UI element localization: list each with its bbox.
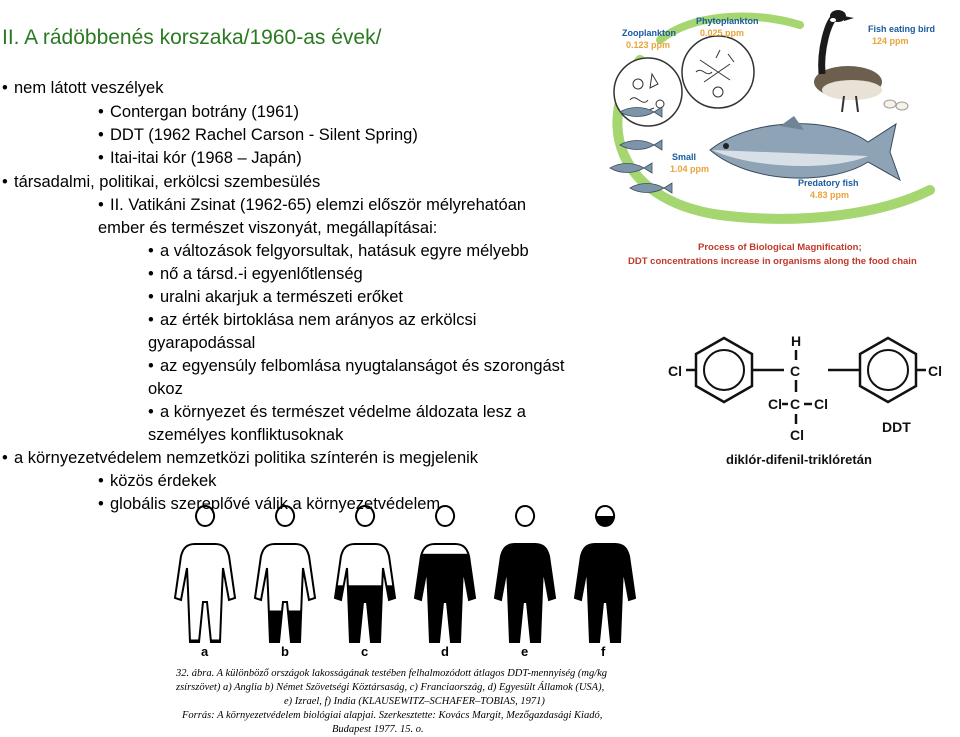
list-item: • nő a társd.-i egyenlőtlenség xyxy=(148,265,363,283)
cl-mid-left-label: Cl xyxy=(768,396,782,412)
predatory-fish-label: Predatory fish xyxy=(798,178,859,188)
list-item: • uralni akarjuk a természeti erőket xyxy=(148,288,404,306)
predatory-fish-icon xyxy=(710,116,900,180)
figure-letter-b: b xyxy=(281,644,289,659)
figure-d xyxy=(410,506,480,659)
zooplankton-ppm: 0.123 ppm xyxy=(626,40,671,50)
list-item-continuation: ember és természet viszonyát, megállapításai: xyxy=(98,219,438,237)
figure-fill-f xyxy=(570,516,640,642)
small-fish-ppm: 1.04 ppm xyxy=(670,164,710,174)
phytoplankton-ppm: 0.025 ppm xyxy=(700,28,745,38)
food-chain-caption-2: DDT concentrations increase in organisms along the food chain xyxy=(628,256,917,267)
list-item: • nem látott veszélyek xyxy=(2,79,164,97)
bird-label: Fish eating bird xyxy=(868,24,936,34)
list-item-continuation: okoz xyxy=(148,380,183,398)
figure-fill-b xyxy=(250,611,320,643)
figure-letter-f: f xyxy=(601,644,606,659)
ddt-structure-diagram xyxy=(660,310,960,470)
h-label: H xyxy=(791,333,802,349)
food-chain-caption-1: Process of Biological Magnification; xyxy=(698,242,862,253)
figure-fill-e xyxy=(490,529,560,642)
caption-line: Forrás: A környezetvédelem biológiai alapjai. Szerkesztette: Kovács Margit, Mezőgazdasági Kiadó, xyxy=(182,710,603,721)
figure-outline-c xyxy=(335,506,395,642)
bird-ppm: 124 ppm xyxy=(872,36,909,46)
figure-a xyxy=(170,506,240,659)
list-item-continuation: személyes konfliktusoknak xyxy=(148,426,344,444)
list-item: • Itai-itai kór (1968 – Japán) xyxy=(98,149,302,167)
figure-f xyxy=(570,506,640,659)
list-item: • a környezetvédelem nemzetközi politika színterén is megjelenik xyxy=(2,449,479,467)
c-top-label: C xyxy=(790,363,801,379)
list-item: • az egyensúly felbomlása nyugtalanságot és szorongást xyxy=(148,357,565,375)
figure-caption xyxy=(176,667,666,737)
cl-left-label: Cl xyxy=(668,363,682,379)
figure-letter-d: d xyxy=(441,644,449,659)
ddt-name: diklór-difenil-triklóretán xyxy=(726,452,872,467)
list-item: • közös érdekek xyxy=(98,472,217,490)
list-item: • globális szereplővé válik a környezetvédelem xyxy=(98,495,441,513)
list-item: • Contergan botrány (1961) xyxy=(98,103,299,121)
predatory-fish-ppm: 4.83 ppm xyxy=(810,190,850,200)
zooplankton-label: Zooplankton xyxy=(622,28,676,38)
caption-line: Budapest 1977. 15. o. xyxy=(332,724,424,735)
c-mid-label: C xyxy=(790,396,801,412)
figure-b xyxy=(250,506,320,659)
list-item: • II. Vatikáni Zsinat (1962-65) elemzi először mélyrehatóan xyxy=(98,196,527,214)
caption-line: e) Izrael, f) India (KLAUSEWITZ–SCHAFER–TOBIAS, 1971) xyxy=(284,696,545,707)
ddt-body-figures xyxy=(160,520,660,660)
figure-fill-c xyxy=(330,585,400,642)
phytoplankton-label: Phytoplankton xyxy=(696,16,759,26)
small-fish-label: Small xyxy=(672,152,697,162)
figure-letter-a: a xyxy=(201,644,209,659)
figure-outline-b xyxy=(255,506,315,642)
caption-line: zsírszövet) a) Anglia b) Német Szövetségi Köztársaság, c) Franciaország, d) Egyesült Államok (USA), xyxy=(176,682,605,693)
figure-fill-a xyxy=(170,639,240,642)
cl-bottom-label: Cl xyxy=(790,427,804,443)
caption-line: 32. ábra. A különböző országok lakosságának testében felhalmozódott átlagos DDT-mennyiség (mg/kg xyxy=(176,668,608,679)
slide-title: II. A rádöbbenés korszaka/1960-as évek/ xyxy=(2,26,382,49)
list-item: • társadalmi, politikai, erkölcsi szembesülés xyxy=(2,173,321,191)
cl-mid-right-label: Cl xyxy=(814,396,828,412)
figure-letter-c: c xyxy=(361,644,369,659)
list-item: • a változások felgyorsultak, hatásuk egyre mélyebb xyxy=(148,242,529,260)
list-item-continuation: gyarapodással xyxy=(148,334,256,352)
list-item: • az érték birtoklása nem arányos az erkölcsi xyxy=(148,311,477,329)
list-item: • a környezet és természet védelme áldozata lesz a xyxy=(148,403,526,421)
figure-e xyxy=(490,506,560,659)
figure-outline-a xyxy=(175,506,235,642)
list-item: • DDT (1962 Rachel Carson - Silent Spring) xyxy=(98,126,418,144)
food-chain-illustration xyxy=(600,0,960,270)
zooplankton-bubble xyxy=(614,58,682,126)
figure-letter-e: e xyxy=(521,644,529,659)
ddt-label: DDT xyxy=(882,419,911,435)
cl-right-label: Cl xyxy=(928,363,942,379)
figure-c xyxy=(330,506,400,659)
